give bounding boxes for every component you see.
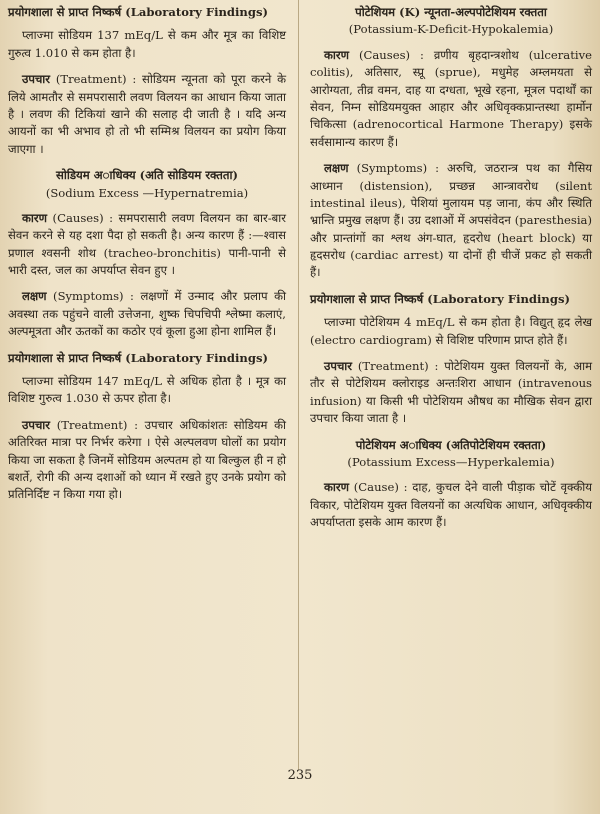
causes-lead-left: कारण bbox=[22, 210, 48, 225]
sodium-excess-subtitle: (Sodium Excess —Hypernatremia) bbox=[45, 185, 249, 200]
causes-lead-right-2: कारण bbox=[324, 480, 350, 495]
symptoms-lead-left: लक्षण bbox=[22, 289, 47, 304]
lab-findings-heading-2: प्रयोगशाला से प्राप्त निष्कर्ष (Laboratory Findings) bbox=[8, 350, 268, 365]
causes-paragraph-left: कारण (Causes) : समपरासारी लवण विलयन का बार-बार सेवन करने से यह दशा पैदा हो सकती है। अन्य कारण हैं :—श्वास प्रणाल श्वसनी शोथ (tracheo-bronchitis) पानी-पानी से भारी दस्त, जल का अपर्याप्त सेवन हुए । bbox=[8, 210, 286, 278]
treatment-paragraph-3: उपचार (Treatment) : पोटेशियम युक्त विलयनों के, आम तौर से पोटेशियम क्लोराइड अन्तःशिरा आधान (intravenous infusion) या किसी भी पोटेशियम औषध का मौखिक सेवन द्वारा उपचार किया जाता है । bbox=[310, 359, 593, 426]
treatment-paragraph-2: उपचार (Treatment) : उपचार अधिकांशतः सोडियम की अतिरिक्त मात्रा पर निर्भर करेगा । ऐसे अल्पलवण घोलों का प्रयोग किया जा सकता है जिनमें सोडियम अल्पतम हो या बिल्कुल ही न हो बशर्ते, रोगी की अन्य दशाओं को ध्यान में रखते हुए उनके प्रयोग को प्रतिनिर्दिष्ट न किया गया हो। bbox=[8, 417, 286, 502]
causes-paragraph-right: कारण (Causes) : व्रणीय बृहदान्त्रशोथ (ulcerative colitis), अतिसार, स्प्रू (sprue), मधुमेह अम्लमयता से आरोग्यता, तीव्र वमन, दाह या दग्धता, भूखे रहना, मूत्रल पदार्थों का सेवन, निम्न सोडियमयुक्त आहार और अधिवृक्कप्रान्तस्था हार्मोन चिकित्सा (adrenocortical Harmone Therapy) इसके सर्वसामान्य कारण हैं। bbox=[310, 47, 592, 149]
causes-paragraph-right-2: कारण (Cause) : दाह, कुचल देने वाली पीड़ाक चोटें वृक्कीय विकार, पोटेशियम युक्त विलयनों का अत्यधिक आधान, अधिवृक्कीय अपर्याप्तता इसके आम कारण हैं। bbox=[310, 480, 593, 530]
potassium-excess-title: पोटेशियम अाधिक्य (अतिपोटेशियम रक्तता) bbox=[355, 437, 547, 452]
symptoms-paragraph-left: लक्षण (Symptoms) : लक्षणों में उन्माद और प्रलाप की अवस्था तक पहुंचने वाली उत्तेजना, शुष्क चिपचिपी श्लेष्मा कलाएं, अल्पमूत्रता और ऊतकों का कठोर एवं कूला हुआ होना शामिल हैं। bbox=[8, 289, 287, 339]
sodium-excess-title: सोडियम अाधिक्य (अति सोडियम रक्तता) bbox=[56, 168, 238, 183]
symptoms-lead-right: लक्षण bbox=[324, 161, 349, 176]
lab-findings-heading-1: प्रयोगशाला से प्राप्त निष्कर्ष (Laboratory Findings) bbox=[8, 5, 268, 19]
lab-findings-text-1: प्लाज्मा सोडियम 137 mEq/L से कम और मूत्र का विशिष्ट गुरुत्व 1.010 से कम होता है। bbox=[8, 28, 286, 60]
page-number: 235 bbox=[287, 768, 313, 783]
lab-findings-text-2: प्लाज्मा सोडियम 147 mEq/L से अधिक होता है । मूत्र का विशिष्ट गुरुत्व 1.030 से ऊपर होता है। bbox=[8, 374, 286, 406]
potassium-excess-subtitle: (Potassium Excess—Hyperkalemia) bbox=[347, 454, 555, 469]
treatment-lead-2: उपचार bbox=[22, 417, 51, 432]
causes-lead-right: कारण bbox=[324, 47, 350, 62]
potassium-deficit-title: पोटेशियम (K) न्यूनता-अल्पपोटेशियम रक्तता bbox=[355, 5, 547, 19]
left-column bbox=[8, 4, 286, 513]
column-divider bbox=[298, 0, 299, 770]
treatment-paragraph-1: उपचार (Treatment) : सोडियम न्यूनता को पूरा करने के लिये आमतौर से समपरासारी लवण विलयन का आधान किया जाता है । लवण की टिकियां खाने की सलाह दी जाती है । यदि अन्य आयनों का भी अभाव हो तो भी सम्मिश्र विलयन का प्रयोग किया जाएगा । bbox=[8, 72, 286, 156]
treatment-lead-1: उपचार bbox=[22, 72, 51, 87]
treatment-lead-3: उपचार bbox=[324, 359, 353, 374]
right-column bbox=[310, 4, 592, 541]
potassium-deficit-subtitle: (Potassium-K-Deficit-Hypokalemia) bbox=[348, 22, 554, 37]
lab-findings-heading-3: प्रयोगशाला से प्राप्त निष्कर्ष (Laboratory Findings) bbox=[310, 291, 570, 306]
lab-findings-text-3: प्लाज्मा पोटेशियम 4 mEq/L से कम होता है। विद्युत् हृद लेख (electro cardiogram) से विशिष्ट परिणाम प्राप्त होते हैं। bbox=[310, 315, 592, 347]
symptoms-paragraph-right: लक्षण (Symptoms) : अरुचि, जठरान्त्र पथ का गैसिय आध्मान (distension), प्रच्छन्न आन्त्रावरोध (silent intestinal ileus), पेशियां मुलायम पड़ जाना, कंप और स्थिति भ्रान्ति प्रमुख लक्षण हैं। उग्र दशाओं में अपसंवेदन (paresthesia) और प्रान्तांगों का श्लथ अंग-घात, हृदरोध (heart block) या हृदसरोध (cardiac arrest) या दोनों ही चीजें प्रकट हो सकती हैं। bbox=[310, 161, 593, 280]
